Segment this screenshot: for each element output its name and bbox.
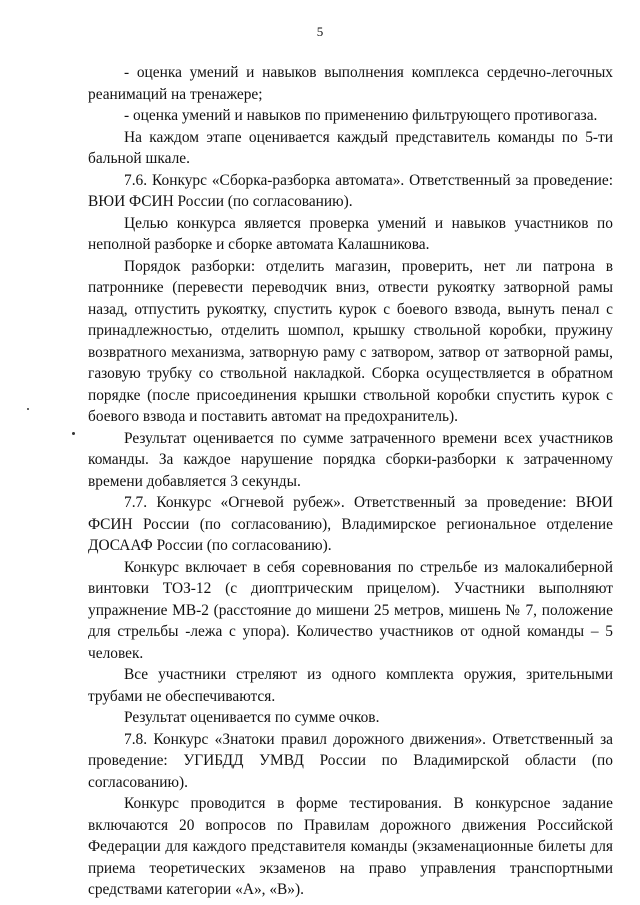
scan-speck bbox=[27, 408, 29, 410]
paragraph-7-6-procedure: Порядок разборки: отделить магазин, проверить, нет ли патрона в патроннике (перевести переводчик вниз, отвести рукоятку затворной рамы назад, отпустить рукоятку, спустить курок с боевого взвода, вынуть пенал с принадлежностью, отделить шомпол, крышку ствольной коробки, пружину возвратного механизма, затворную раму с затвором, затвор от затворной рамы, газовую трубку со ствольной накладкой. Сборка осуществляется в обратном порядке (после присоединения крышки ствольной коробки спустить курок с боевого взвода и поставить автомат на предохранитель). bbox=[88, 257, 613, 425]
paragraph-7-7-description: Конкурс включает в себя соревнования по стрельбе из малокалиберной винтовки ТОЗ-12 (с диоптрическим прицелом). Участники выполняют упражнение МВ-2 (расстояние до мишени 25 метров, мишень № 7, положение для стрельбы -лежа с упора). Количество участников от одной команды – 5 человек. bbox=[88, 558, 613, 662]
paragraph-7-7-equipment: Все участники стреляют из одного комплекта оружия, зрительными трубами не обеспечиваются. bbox=[88, 666, 613, 705]
paragraph-cpr-assessment: - оценка умений и навыков выполнения комплекса сердечно-легочных реанимаций на тренажере; bbox=[88, 64, 613, 103]
paragraph-7-6-goal: Целью конкурса является проверка умений и навыков участников по неполной разборке и сборке автомата Калашникова. bbox=[88, 214, 613, 253]
paragraph-7-8-description: Конкурс проводится в форме тестирования. В конкурсное задание включаются 20 вопросов по Правилам дорожного движения Российской Федерации для каждого представителя команды (экзаменационные билеты для приема теоретических экзаменов на право управления транспортными средствами категории «А», «В»). bbox=[88, 795, 613, 898]
paragraph-7-6-heading: 7.6. Конкурс «Сборка-разборка автомата». Ответственный за проведение: ВЮИ ФСИН России (по согласованию). bbox=[88, 171, 613, 210]
body-text bbox=[88, 62, 613, 901]
page-number: 5 bbox=[316, 24, 324, 39]
paragraph-7-7-heading: 7.7. Конкурс «Огневой рубеж». Ответственный за проведение: ВЮИ ФСИН России (по согласованию), Владимирское региональное отделение ДОСААФ России (по согласованию). bbox=[88, 494, 613, 554]
paragraph-gas-mask-assessment: - оценка умений и навыков по применению фильтрующего противогаза. bbox=[124, 107, 598, 124]
paragraph-7-6-result: Результат оценивается по сумме затраченного времени всех участников команды. За каждое нарушение порядка сборки-разборки к затраченному времени добавляется 3 секунды. bbox=[88, 429, 613, 490]
paragraph-7-8-heading: 7.8. Конкурс «Знатоки правил дорожного движения». Ответственный за проведение: УГИБДД УМВД России по Владимирской области (по согласованию). bbox=[88, 730, 613, 791]
paragraph-7-7-result: Результат оценивается по сумме очков. bbox=[124, 709, 380, 726]
scan-speck bbox=[72, 432, 75, 435]
paragraph-scoring-scale: На каждом этапе оценивается каждый представитель команды по 5-ти бальной шкале. bbox=[88, 128, 613, 167]
